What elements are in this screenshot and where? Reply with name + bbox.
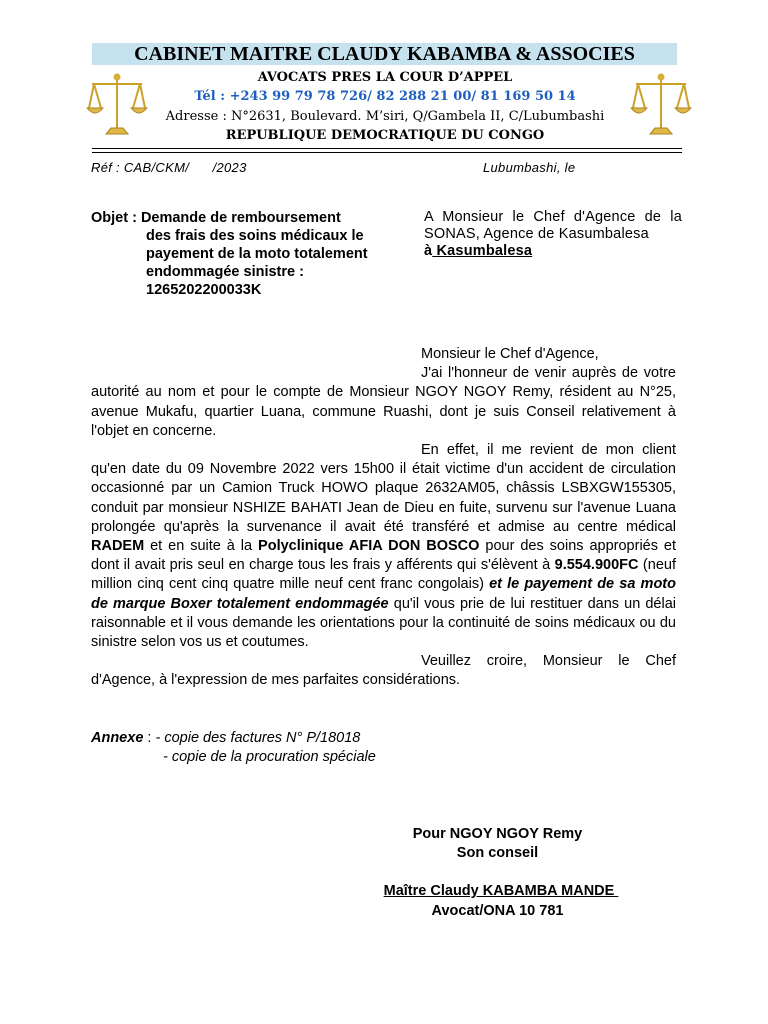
- recipient-address: A Monsieur le Chef d'Agence de la SONAS, Agence de Kasumbalesa: [424, 209, 682, 242]
- annex-sep: :: [143, 730, 156, 746]
- place-date: Lubumbashi, le: [483, 160, 576, 175]
- signature-name: Maître Claudy KABAMBA MANDE: [383, 883, 619, 899]
- annex-item-2: - copie de la procuration spéciale: [163, 749, 376, 765]
- p2-moto: et le payement de sa moto de marque Boxer totalement endommagée: [91, 576, 676, 612]
- recipient-city-line: [424, 243, 682, 260]
- subject-line-2: des frais des soins médicaux le: [146, 228, 364, 244]
- p2-radem: RADEM: [91, 538, 145, 555]
- recipient-city-prefix: à: [424, 243, 433, 259]
- recipient-city: Kasumbalesa: [432, 243, 533, 259]
- firm-subtitle: AVOCATS PRES LA COUR D’APPEL: [257, 70, 513, 85]
- firm-address: Adresse : N°2631, Boulevard. M’siri, Q/Gambela II, C/Lubumbashi: [165, 109, 605, 124]
- scales-of-justice-icon-right: [630, 72, 692, 138]
- paragraph-1: J'ai l'honneur de venir auprès de votre autorité au nom et pour le compte de Monsieur NGOY NGOY Remy, résident au N°25, avenue Mukafu, quartier Luana, commune Ruashi, dont je suis Conseil relativement à l'objet en concerne.: [91, 365, 676, 439]
- letter-body: [91, 345, 676, 691]
- firm-country: REPUBLIQUE DEMOCRATIQUE DU CONGO: [225, 128, 545, 143]
- annex-item-1: - copie des factures N° P/18018: [155, 730, 361, 746]
- p2-polyclinique: Polyclinique AFIA DON BOSCO: [258, 538, 480, 555]
- p2-amount: 9.554.900FC: [554, 557, 639, 574]
- paragraph-2: [91, 441, 676, 652]
- paragraph-3: Veuillez croire, Monsieur le Chef d'Agence, à l'expression de mes parfaites considérations.: [91, 653, 676, 689]
- subject-line-1: Objet : Demande de remboursement: [91, 210, 341, 226]
- subject-line-5: 1265202200033K: [146, 282, 262, 298]
- p2-text-a: En effet, il me revient de mon client qu'en date du 09 Novembre 2022 vers 15h00 il était victime d'un accident de circulation occasionné par un Camion Truck HOWO plaque 2632AM05, châssis LSBXGW155305, conduit par monsieur NSHIZE BAHATI Jean de Dieu en fuite, survenu sur l'avenue Luana prolongée qu'après la survenance il avait été transféré et admise au centre médical: [91, 442, 676, 535]
- p2-text-g: (neuf million cinq cent cinq quatre mille neuf cent franc congolais): [91, 557, 676, 593]
- signature-title: Avocat/ONA 10 781: [431, 903, 564, 919]
- recipient-block: [424, 209, 682, 260]
- firm-phone: Tél : +243 99 79 78 726/ 82 288 21 00/ 81 169 50 14: [194, 89, 576, 104]
- header-divider-thick: [92, 148, 682, 149]
- firm-name-banner: CABINET MAITRE CLAUDY KABAMBA & ASSOCIES: [92, 43, 677, 65]
- p2-text-c: et en suite à la: [144, 538, 259, 555]
- header-divider-thin: [92, 152, 682, 153]
- annex-label: Annexe: [91, 730, 144, 746]
- signature-for: Pour NGOY NGOY Remy: [412, 826, 583, 842]
- scales-of-justice-icon-left: [86, 72, 148, 138]
- subject-block: [91, 209, 391, 299]
- p2-text-i: qu'il vous prie de lui restituer dans un délai raisonnable et il vous demande les orientations pour la continuité de soins médicaux ou du sinistre selon vos us et coutumes.: [91, 595, 677, 651]
- subject-line-4: endommagée sinistre :: [146, 264, 304, 280]
- reference: Réf : CAB/CKM/ /2023: [91, 160, 247, 175]
- annex-block: [91, 729, 376, 767]
- p2-text-e: pour des soins appropriés et dont il avait pris seul en charge tous les frais y afférents qui s'élèvent à: [91, 538, 677, 574]
- salutation: Monsieur le Chef d'Agence,: [421, 346, 599, 362]
- signature-counsel: Son conseil: [456, 845, 539, 861]
- subject-line-3: payement de la moto totalement: [146, 246, 368, 262]
